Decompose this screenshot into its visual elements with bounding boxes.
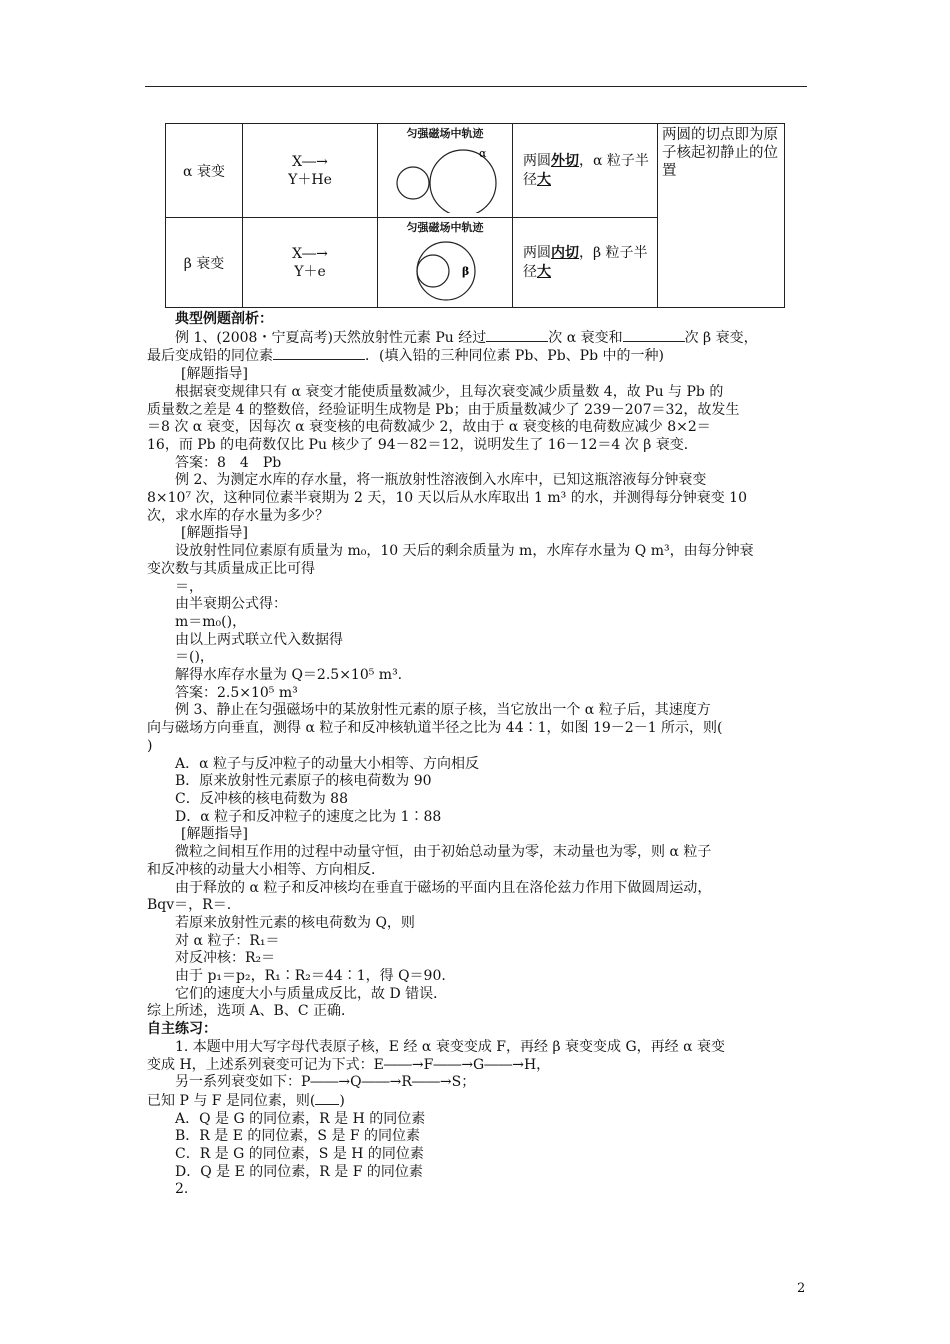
ex1-text-c: 次 β 衰变， xyxy=(684,329,758,346)
example3-solution-line6: 对 α 粒子：R₁＝ xyxy=(175,932,280,949)
practice2-number: 2. xyxy=(175,1181,189,1198)
alpha-decay-equation xyxy=(243,124,378,218)
alpha-desc-key2: 大 xyxy=(537,171,551,188)
example2-question-line3: 次，求水库的存水量为多少？ xyxy=(147,507,329,524)
example1-solution-line1: 根据衰变规律只有 α 衰变才能使质量数减少，且每次衰变减少质量数 4，故 Pu 与 Pb 的 xyxy=(175,383,724,400)
example3-solution-line3: 由于释放的 α 粒子和反冲核均在垂直于磁场的平面内且在洛伦兹力作用下做圆周运动， xyxy=(175,879,712,896)
example1-solution-line2: 质量数之差是 4 的整数倍，经验证明生成物是 Pb；由于质量数减少了 239－207＝32，故发生 xyxy=(147,401,740,418)
table-row-alpha xyxy=(166,124,785,218)
beta-trajectory-diagram xyxy=(380,235,510,303)
example3-solution-line9: 它们的速度大小与质量成反比，故 D 错误． xyxy=(175,985,448,1002)
alpha-trajectory-diagram xyxy=(380,141,510,213)
example2-solution-line5: m＝m₀()， xyxy=(175,613,247,630)
alpha-description xyxy=(513,124,658,218)
example3-solution-line1: 微粒之间相互作用的过程中动量守恒，由于初始总动量为零，末动量也为零，则 α 粒子 xyxy=(175,844,712,861)
example2-solution-line2: 变次数与其质量成正比可得 xyxy=(147,560,315,577)
example1-solution-line4: 16，而 Pb 的电荷数仅比 Pu 核少了 94－82＝12，说明发生了 16－12＝4 次 β 衰变． xyxy=(147,436,698,453)
page-number: 2 xyxy=(797,1281,806,1296)
isotope-blank[interactable] xyxy=(273,347,365,360)
practice1-option-a: A．Q 是 G 的同位素，R 是 H 的同位素 xyxy=(175,1110,426,1127)
section-title-practice: 自主练习： xyxy=(147,1021,217,1038)
beta-diagram-title: 匀强磁场中轨迹 xyxy=(406,221,484,234)
example2-solution-line7: ＝()， xyxy=(175,649,214,666)
alpha-count-blank[interactable] xyxy=(486,329,548,342)
example3-solution-line7: 对反冲核：R₂＝ xyxy=(175,950,276,967)
example3-solution-line4: Bqv＝，R＝. xyxy=(147,897,232,914)
practice1-line3: 另一系列衰变如下：P――→Q――→R――→S； xyxy=(175,1074,476,1091)
beta-desc-mid: ，β 粒子半径 xyxy=(523,244,648,280)
example2-solution-line8: 解得水库存水量为 Q＝2.5×10⁵ m³. xyxy=(175,667,403,684)
alpha-desc-mid: ，α 粒子半径 xyxy=(523,152,649,188)
example3-question-line3: ) xyxy=(147,737,153,754)
alpha-desc-pre: 两圆 xyxy=(523,152,551,169)
example3-option-a: A．α 粒子与反冲粒子的动量大小相等、方向相反 xyxy=(175,755,480,772)
example2-guide: [解题指导] xyxy=(181,525,248,542)
example3-option-b: B．原来放射性元素原子的核电荷数为 90 xyxy=(175,773,432,790)
ex1-text-b: 次 α 衰变和 xyxy=(548,329,623,346)
practice1-question-close: ) xyxy=(339,1092,345,1109)
ex1-text-d: 最后变成铅的同位素 xyxy=(147,348,273,365)
beta-desc-key: 内切 xyxy=(551,244,579,261)
example3-option-d: D．α 粒子和反冲粒子的速度之比为 1∶88 xyxy=(175,808,442,825)
alpha-decay-name: α 衰变 xyxy=(166,124,243,218)
example1-question-line2 xyxy=(147,347,809,366)
practice1-line1: 1. 本题中用大写字母代表原子核，E 经 α 衰变变成 F，再经 β 衰变变成 G，再经 α 衰变 xyxy=(175,1038,725,1055)
example2-question-line1: 例 2、为测定水库的存水量，将一瓶放射性溶液倒入水库中，已知这瓶溶液每分钟衰变 xyxy=(175,472,707,489)
beta-desc-key2: 大 xyxy=(537,263,551,280)
beta-desc-pre: 两圆 xyxy=(523,244,551,261)
example3-solution-line2: 和反冲核的动量大小相等、方向相反． xyxy=(147,861,385,878)
beta-diagram-label: β xyxy=(462,265,470,278)
practice1-option-c: C．R 是 G 的同位素，S 是 H 的同位素 xyxy=(175,1146,424,1163)
practice1-option-d: D．Q 是 E 的同位素，R 是 F 的同位素 xyxy=(175,1163,423,1180)
beta-description xyxy=(513,218,658,308)
practice1-question-text: 已知 P 与 F 是同位素，则( xyxy=(147,1092,316,1109)
alpha-diagram-label: α xyxy=(479,147,487,160)
alpha-trajectory-cell xyxy=(378,124,513,218)
example1-guide: [解题指导] xyxy=(181,366,248,383)
section-title-examples: 典型例题剖析： xyxy=(175,311,273,327)
example3-solution-line8: 由于 p₁＝p₂，R₁∶R₂＝44∶1，得 Q＝90. xyxy=(175,968,446,985)
example1-question-line1 xyxy=(147,329,809,348)
example2-solution-line6: 由以上两式联立代入数据得 xyxy=(175,631,343,648)
ex1-text-a: 例 1、(2008・宁夏高考)天然放射性元素 Pu 经过 xyxy=(175,329,487,346)
beta-eq-line1: X―→ xyxy=(292,245,328,262)
beta-count-blank[interactable] xyxy=(623,329,685,342)
header-rule xyxy=(145,86,807,87)
alpha-desc-key: 外切 xyxy=(551,152,579,169)
beta-eq-line2: Y＋e xyxy=(294,263,326,280)
ex1-text-e: ．(填入铅的三种同位素 Pb、Pb、Pb 中的一种) xyxy=(365,348,664,365)
practice1-option-b: B．R 是 E 的同位素，S 是 F 的同位素 xyxy=(175,1128,421,1145)
alpha-diagram-title: 匀强磁场中轨迹 xyxy=(406,127,484,140)
example2-solution-line3: ＝， xyxy=(175,578,203,595)
example3-option-c: C．反冲核的核电荷数为 88 xyxy=(175,790,348,807)
recoil-nucleus-orbit xyxy=(397,167,429,199)
alpha-eq-line2: Y＋He xyxy=(288,171,332,188)
tangent-point-note: 两圆的切点即为原子核起初静止的位置 xyxy=(658,124,785,308)
alpha-eq-line1: X―→ xyxy=(292,153,328,170)
example2-question-line2: 8×10⁷ 次，这种同位素半衰期为 2 天，10 天以后从水库取出 1 m³ 的水，并测得每分钟衰变 10 xyxy=(147,490,747,507)
example1-solution-line3: ＝8 次 α 衰变，因每次 α 衰变核的电荷数减少 2，故由于 α 衰变核的电荷数应减少 8×2＝ xyxy=(147,419,711,436)
beta-trajectory-cell xyxy=(378,218,513,308)
example3-summary: 综上所述，选项 A、B、C 正确． xyxy=(147,1003,356,1020)
beta-decay-name: β 衰变 xyxy=(166,218,243,308)
practice1-line4 xyxy=(147,1092,809,1111)
practice1-answer-blank[interactable] xyxy=(315,1092,339,1105)
example1-answer: 答案：8 4 Pb xyxy=(175,454,282,471)
example3-guide: [解题指导] xyxy=(181,826,248,843)
example3-question-line1: 例 3、静止在匀强磁场中的某放射性元素的原子核，当它放出一个 α 粒子后，其速度方 xyxy=(175,702,711,719)
beta-decay-equation xyxy=(243,218,378,308)
example3-question-line2: 向与磁场方向垂直，测得 α 粒子和反冲核轨道半径之比为 44∶1，如图 19－2－1 所示，则( xyxy=(147,720,723,737)
example3-solution-line5: 若原来放射性元素的核电荷数为 Q，则 xyxy=(175,914,415,931)
practice1-line2: 变成 H，上述系列衰变可记为下式：E――→F――→G――→H， xyxy=(147,1056,551,1073)
example2-solution-line1: 设放射性同位素原有质量为 m₀，10 天后的剩余质量为 m，水库存水量为 Q m³，由每分钟衰 xyxy=(175,543,754,560)
document-body xyxy=(147,311,809,1199)
example2-solution-line4: 由半衰期公式得： xyxy=(175,596,287,613)
decay-comparison-table xyxy=(165,123,785,308)
example2-answer: 答案：2.5×10⁵ m³ xyxy=(175,684,298,701)
beta-recoil-orbit xyxy=(417,255,449,287)
